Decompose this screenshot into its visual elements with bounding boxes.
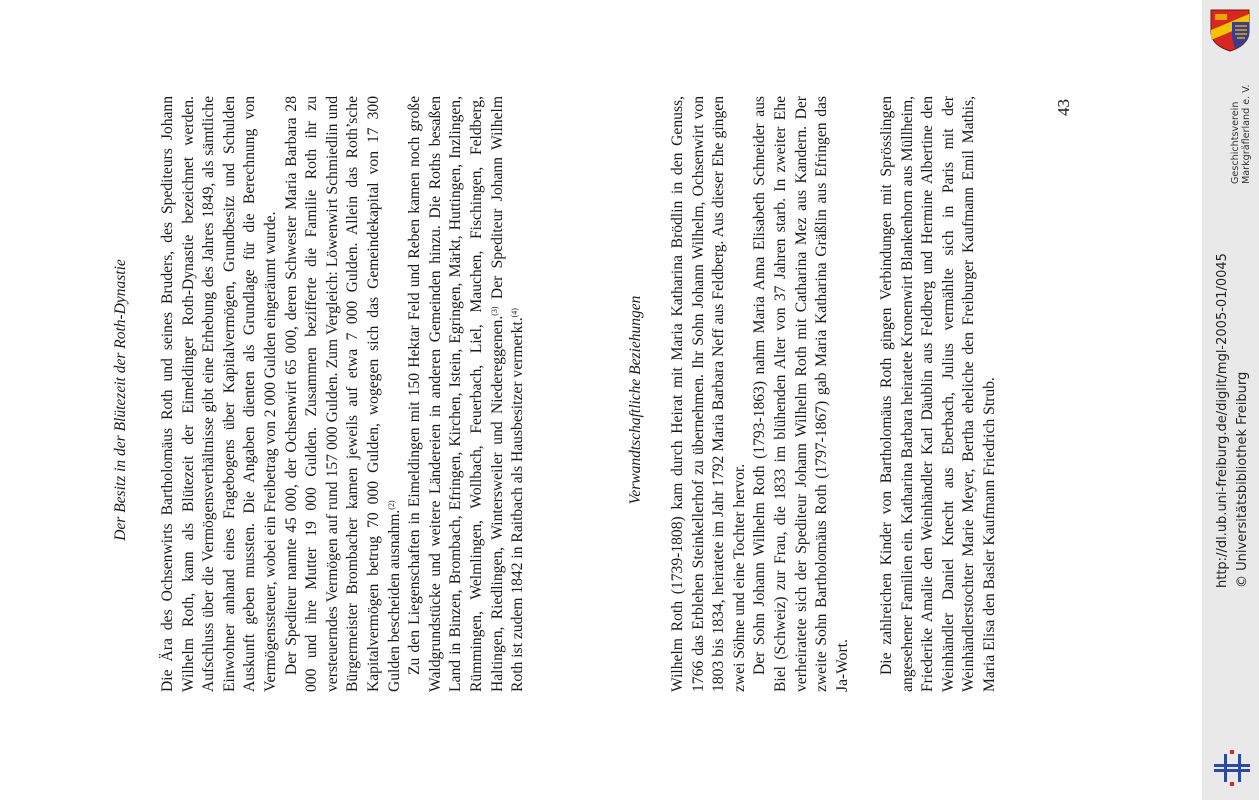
- permalink-link[interactable]: http://dl.ub.uni-freiburg.de/diglit/mgl-2005-01/0045: [1215, 253, 1230, 588]
- paragraph: [405, 96, 529, 692]
- paragraph: [877, 96, 1001, 692]
- paragraph-text: Zu den Liegenschaften in Eimeldingen mit 150 Hektar Feld und Reben kamen noch große Waldgrundstücke und weitere Ländereien in anderen Gemeinden hinzu. Die Roths besaßen Land in Binzen, Brombach, Efringen, Kirchen, Istein, Egringen, Märkt, Huttingen, Inzlingen, Rümmingen, Welmlingen, Wollbach, Feuerbach, Liel, Mauchen, Fischingen, Feldberg, Haltingen, Riedlingen, Wintersweiler und Niedereggenen.: [406, 96, 506, 692]
- text-block-children: [877, 96, 1001, 692]
- paragraph-text: Die zahlreichen Kinder von Bartholomäus Roth gingen Verbindungen mit Sprösslingen angesehener Familien ein. Katharina Barbara heiratete Kronenwirt Blankenhorn aus Müllheim, Friederike Amalie den Weinhändler Karl Däublin aus Feldberg und Hermine Albertine den Weinhändler Daniel Knecht aus Eberbach, Julius vermählte sich in Paris mit der Weinhändlerstochter Marie Meyer, Bertha eheliche den Freiburger Kaufmann Emil Mathis, Maria Elisa den Basler Kaufmann Friedrich Strub.: [878, 96, 998, 692]
- section-heading: Verwandtschaftliche Beziehungen: [627, 295, 644, 505]
- footnote-ref: (4): [510, 308, 520, 318]
- paragraph: [750, 96, 853, 692]
- paragraph: [282, 96, 406, 692]
- paragraph-text: Wilhelm Roth (1739-1808) kam durch Heirat mit Maria Katharina Brödlin in den Genuss, 1766 das Erblehen Steinkellerhof zu übernehmen. Ihr Sohn Johann Wilhelm, Ochsenwirt von 1803 bis 1834, heiratete im Jahr 1792 Maria Barbara Neff aus Feldberg. Aus dieser Ehe gingen zwei Söhne und eine Tochter hervor.: [669, 96, 748, 692]
- coat-of-arms-icon[interactable]: [1207, 8, 1253, 52]
- footnote-ref: (3): [489, 306, 499, 316]
- paragraph: [668, 96, 750, 692]
- paragraph-text: Der Spediteur nannte 45 000, der Ochsenwirt 65 000, deren Schwester Maria Barbara 28 000 und ihre Mutter 19 000 Gulden. Zusammen bezifferte die Familie Roth ihr zu versteuerndes Vermögen auf rund 157 000 Gulden. Zum Vergleich: Löwenwirt Schmiedlin und Bürgermeister Brombacher kamen jeweils auf etwa 7 000 Gulden. Allein das Roth’sche Kapitalvermögen betrug 70 000 Gulden, wogegen sich das Gemeindekapital von 17 300 Gulden bescheiden ausnahm.: [282, 96, 403, 692]
- text-block-relations: [668, 96, 853, 692]
- page-number: 43: [1054, 99, 1073, 116]
- society-line-1: Geschichtsverein: [1230, 101, 1241, 184]
- society-name: [1230, 56, 1252, 184]
- text-block-ownership: [158, 96, 529, 692]
- running-head: Der Besitz in der Blütezeit der Roth-Dynastie: [112, 259, 129, 541]
- paragraph-text: Der Sohn Johann Wilhelm Roth (1793-1863) nahm Maria Anna Elisabeth Schneider aus Biel (Schweiz) zur Frau, die 1833 im blühenden Alter von 37 Jahren starb. In zweiter Ehe verheiratete sich der Spediteur Johann Wilhelm Roth mit Catharina Mez aus Kandern. Der zweite Sohn Bartholomäus Roth (1797-1867) gab Maria Katharina Gräßlin aus Efringen das Ja-Wort.: [751, 96, 851, 692]
- sidebar-rotated-content: [1202, 0, 1259, 800]
- footnote-ref: (2): [386, 500, 396, 510]
- paragraph-text: Der Spediteur Johann Wilhelm Roth ist zudem 1842 in Raitbach als Hausbesitzer vermerkt.: [488, 96, 527, 692]
- ub-freiburg-logo-icon[interactable]: [1210, 746, 1254, 790]
- society-line-2: Markgräflerland e. V.: [1241, 84, 1252, 184]
- copyright-notice: © Universitätsbibliothek Freiburg: [1235, 371, 1250, 588]
- paragraph: [158, 96, 282, 692]
- sidebar-panel: [1202, 0, 1259, 800]
- paragraph-text: Die Ära des Ochsenwirts Bartholomäus Roth und seines Bruders, des Spediteurs Johann Wilhelm Roth, kann als Blütezeit der Eimeldinger Roth-Dynastie bezeichnet werden. Aufschluss über die Vermögensverhältnisse gibt eine Erhebung des Jahres 1849, als sämtliche Einwohner anhand eines Fragebogens über Kapitalvermögen, Grundbesitz und Schulden Auskunft geben mussten. Die Angaben dienten als Grundlage für die Berechnung von Vermögenssteuer, wobei ein Freibetrag von 2 000 Gulden eingeräumt wurde.: [159, 96, 279, 692]
